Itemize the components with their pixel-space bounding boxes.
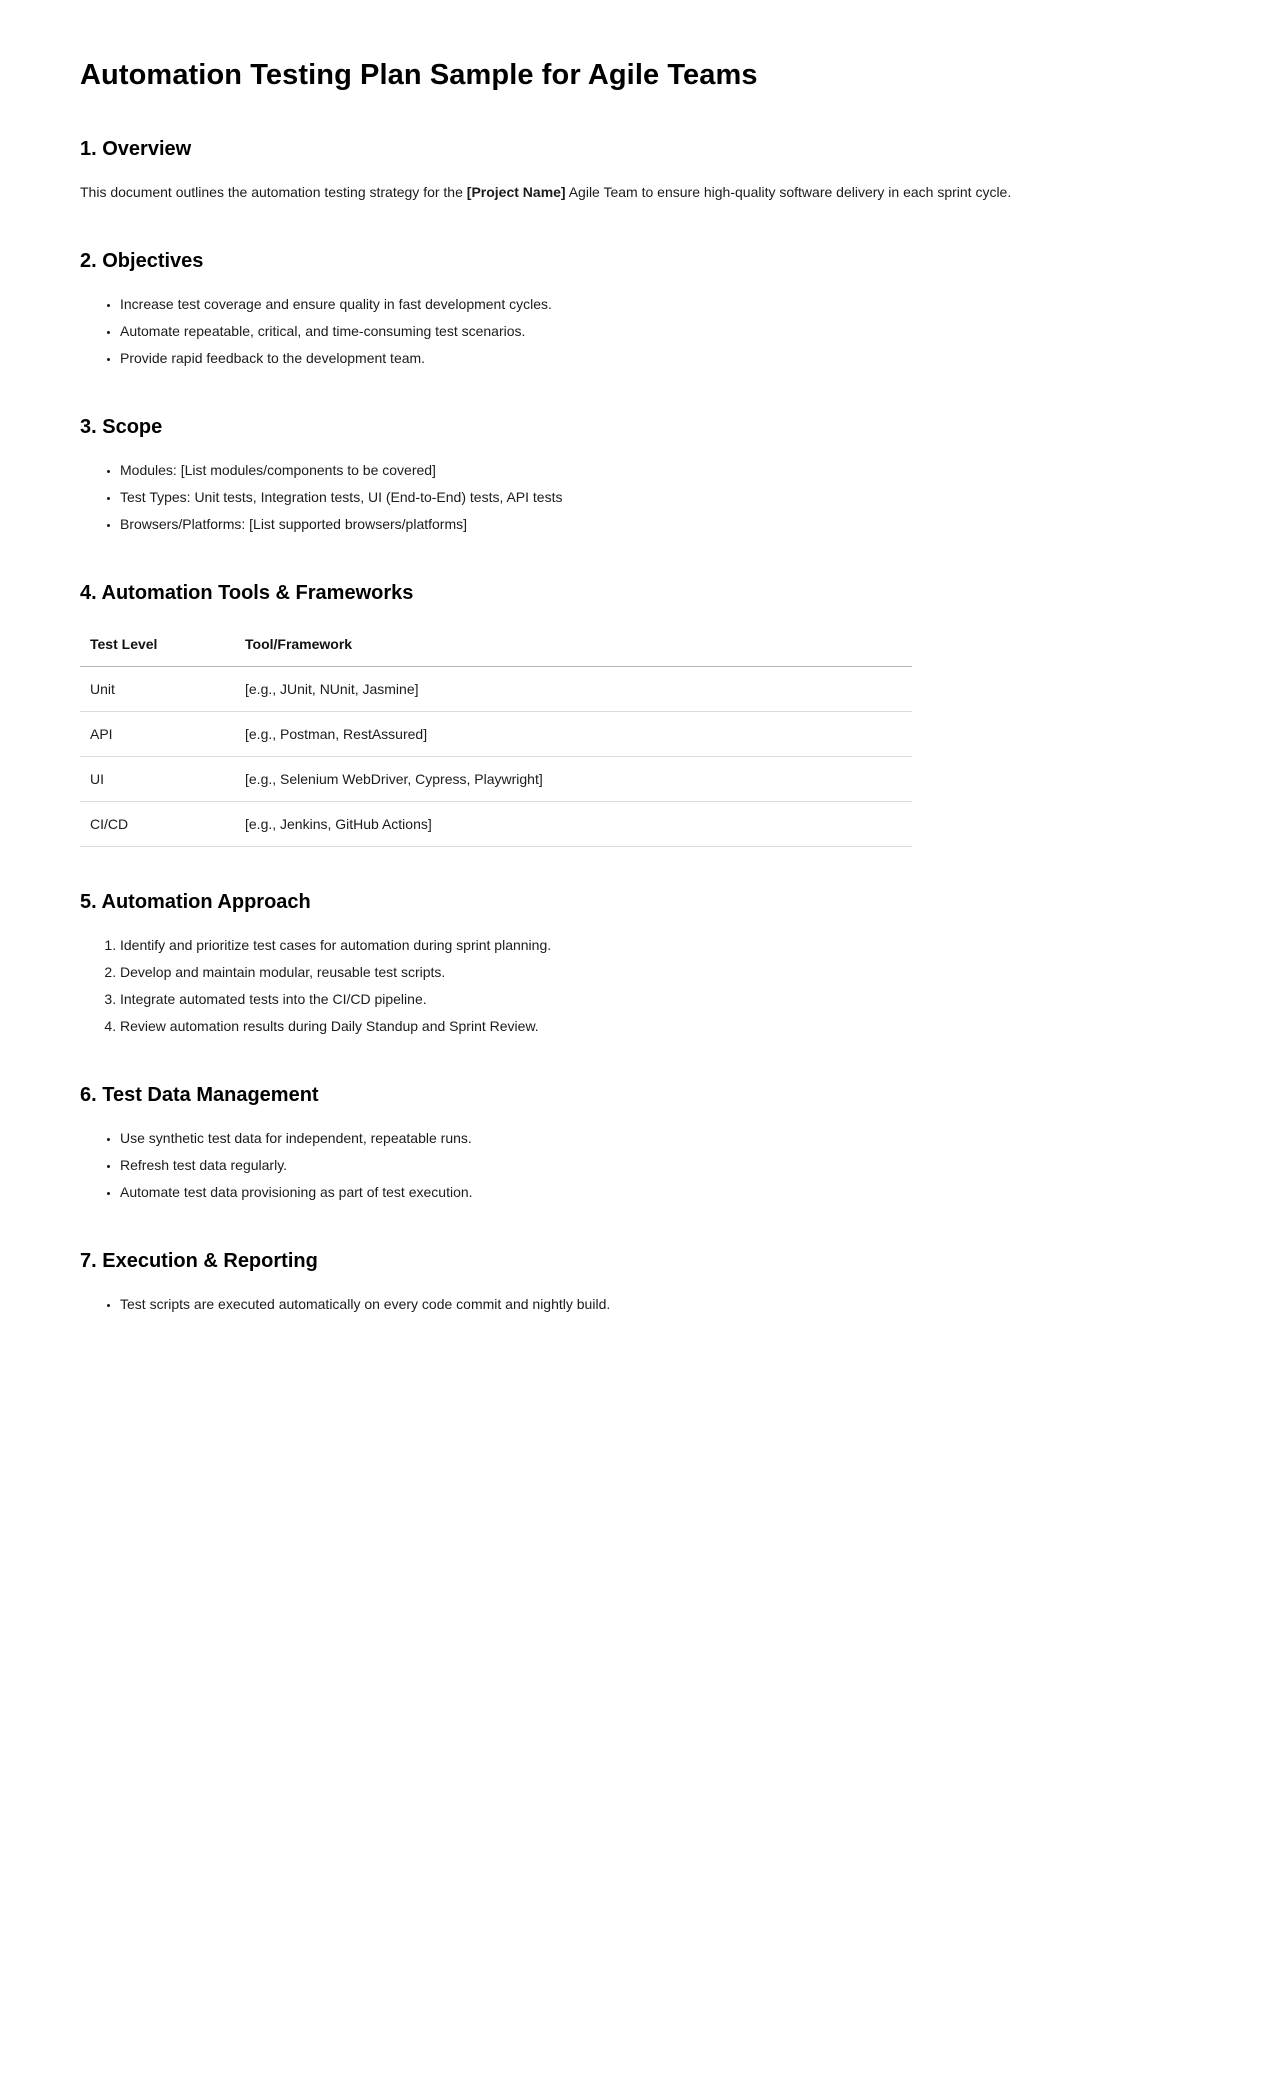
- table-cell: [e.g., Jenkins, GitHub Actions]: [235, 802, 912, 847]
- table-cell: Unit: [80, 667, 235, 712]
- table-row: [80, 712, 912, 757]
- table-row: [80, 667, 912, 712]
- section-heading-test-data: 6. Test Data Management: [80, 1084, 319, 1106]
- list-item: • Test Types: Unit tests, Integration tests, UI (End-to-End) tests, API tests: [120, 484, 1183, 511]
- table-cell: CI/CD: [80, 802, 235, 847]
- overview-paragraph: [80, 179, 1065, 206]
- section-heading-objectives: 2. Objectives: [80, 250, 204, 272]
- list-item: • Automate test data provisioning as part of test execution.: [120, 1179, 1183, 1206]
- table-cell: UI: [80, 757, 235, 802]
- execution-list: [80, 1291, 1183, 1318]
- table-header-test-level: Test Level: [80, 623, 235, 667]
- objectives-list: [80, 291, 1183, 372]
- table-cell: API: [80, 712, 235, 757]
- project-name-placeholder: [Project Name]: [466, 184, 566, 200]
- table-header-tool-framework: Tool/Framework: [235, 623, 912, 667]
- table-cell: [e.g., JUnit, NUnit, Jasmine]: [235, 667, 912, 712]
- document-title: Automation Testing Plan Sample for Agile Teams: [80, 59, 758, 91]
- list-item: • Refresh test data regularly.: [120, 1152, 1183, 1179]
- list-item: • Increase test coverage and ensure quality in fast development cycles.: [120, 291, 1183, 318]
- list-item: • Test scripts are executed automatically on every code commit and nightly build.: [120, 1291, 1183, 1318]
- list-item: 2. Develop and maintain modular, reusable test scripts.: [120, 959, 1183, 986]
- table-header-row: [80, 623, 912, 667]
- section-heading-approach: 5. Automation Approach: [80, 891, 311, 913]
- list-item: 4. Review automation results during Daily Standup and Sprint Review.: [120, 1013, 1183, 1040]
- list-item: • Automate repeatable, critical, and time-consuming test scenarios.: [120, 318, 1183, 345]
- overview-text-after: Agile Team to ensure high-quality software delivery in each sprint cycle.: [565, 184, 1012, 200]
- list-item: • Provide rapid feedback to the development team.: [120, 345, 1183, 372]
- section-heading-scope: 3. Scope: [80, 416, 163, 438]
- list-item: 1. Identify and prioritize test cases for automation during sprint planning.: [120, 932, 1183, 959]
- table-row: [80, 802, 912, 847]
- table-cell: [e.g., Postman, RestAssured]: [235, 712, 912, 757]
- table-row: [80, 757, 912, 802]
- test-data-list: [80, 1125, 1183, 1206]
- overview-text-before: This document outlines the automation testing strategy for the: [80, 184, 467, 200]
- tools-table: [80, 623, 912, 847]
- section-heading-execution: 7. Execution & Reporting: [80, 1250, 318, 1272]
- scope-list: [80, 457, 1183, 538]
- list-item: • Modules: [List modules/components to be covered]: [120, 457, 1183, 484]
- section-heading-tools: 4. Automation Tools & Frameworks: [80, 582, 414, 604]
- section-heading-overview: 1. Overview: [80, 138, 192, 160]
- list-item: • Use synthetic test data for independent, repeatable runs.: [120, 1125, 1183, 1152]
- list-item: 3. Integrate automated tests into the CI/CD pipeline.: [120, 986, 1183, 1013]
- list-item: • Browsers/Platforms: [List supported browsers/platforms]: [120, 511, 1183, 538]
- approach-list: [80, 932, 1183, 1040]
- table-cell: [e.g., Selenium WebDriver, Cypress, Playwright]: [235, 757, 912, 802]
